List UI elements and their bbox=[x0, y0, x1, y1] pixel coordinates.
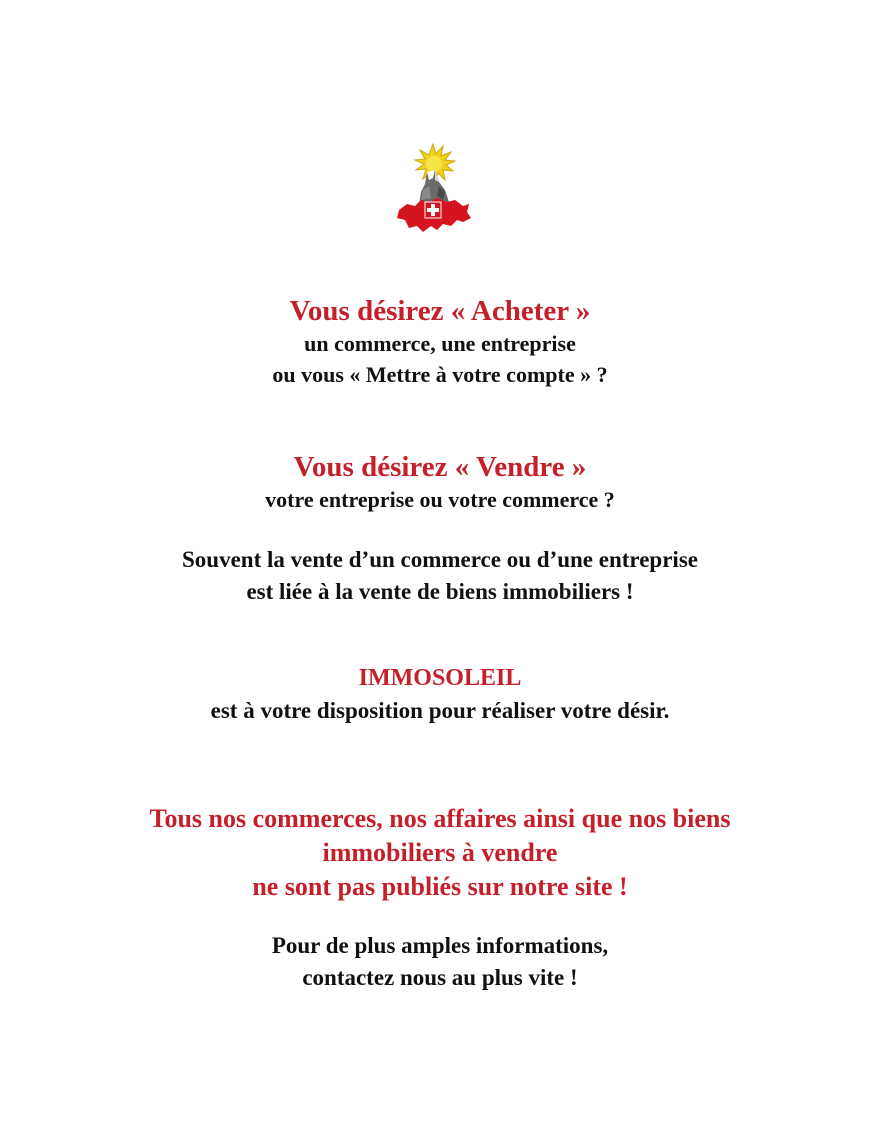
notice-line-1: Tous nos commerces, nos affaires ainsi que nos biens bbox=[149, 804, 731, 833]
section-buy bbox=[0, 294, 880, 390]
section-contact bbox=[0, 930, 880, 994]
matterhorn-swiss-flag-sun-icon bbox=[393, 140, 473, 238]
sell-heading: Vous désirez « Vendre » bbox=[293, 451, 587, 483]
swiss-flag-icon bbox=[397, 198, 471, 232]
company-logo bbox=[393, 140, 473, 238]
company-line-1: est à votre disposition pour réaliser votre désir. bbox=[210, 698, 670, 723]
buy-line-1: un commerce, une entreprise bbox=[304, 331, 576, 356]
notice-line-3: ne sont pas publiés sur notre site ! bbox=[252, 872, 628, 901]
realestate-line-2: est liée à la vente de biens immobiliers ! bbox=[246, 579, 634, 604]
sell-line-1: votre entreprise ou votre commerce ? bbox=[265, 487, 615, 512]
contact-line-1: Pour de plus amples informations, bbox=[271, 933, 609, 958]
buy-heading: Vous désirez « Acheter » bbox=[289, 295, 591, 327]
section-sell bbox=[0, 450, 880, 515]
company-name: IMMOSOLEIL bbox=[358, 665, 522, 691]
section-notice bbox=[0, 802, 880, 904]
buy-line-2: ou vous « Mettre à votre compte » ? bbox=[272, 362, 608, 387]
realestate-line-1: Souvent la vente d’un commerce ou d’une entreprise bbox=[182, 547, 698, 572]
contact-line-2: contactez nous au plus vite ! bbox=[302, 965, 578, 990]
section-company bbox=[0, 662, 880, 727]
section-realestate bbox=[0, 544, 880, 608]
notice-line-2: immobiliers à vendre bbox=[322, 838, 558, 867]
